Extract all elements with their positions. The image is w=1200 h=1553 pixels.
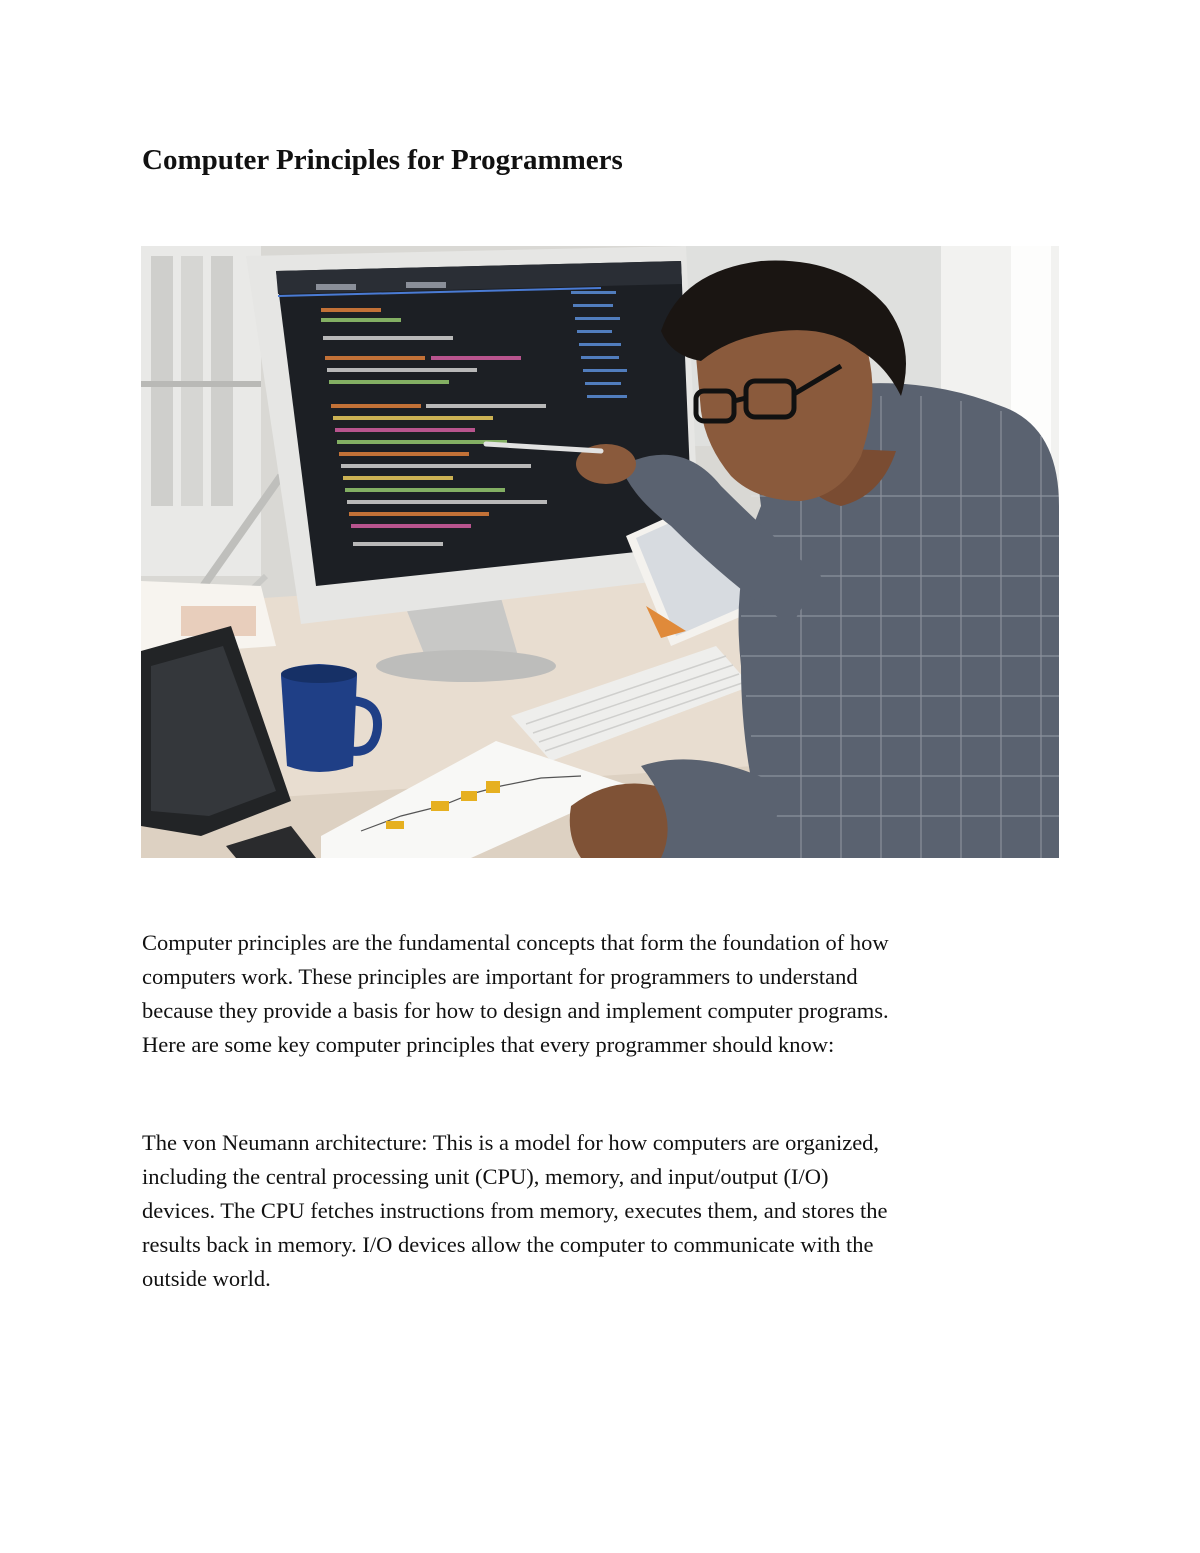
paragraph-line: including the central processing unit (CPU), memory, and input/output (I/O) (142, 1164, 829, 1189)
document-title: Computer Principles for Programmers (142, 144, 623, 176)
paragraph-line: results back in memory. I/O devices allow the computer to communicate with the (142, 1232, 874, 1257)
programmer-photo (141, 246, 1059, 858)
paragraph-line: computers work. These principles are important for programmers to understand (142, 964, 858, 989)
paragraph-line: Here are some key computer principles that every programmer should know: (142, 1032, 835, 1057)
paragraph-line: because they provide a basis for how to design and implement computer programs. (142, 998, 889, 1023)
paragraph-line: The von Neumann architecture: This is a model for how computers are organized, (142, 1130, 880, 1155)
paragraph-line: Computer principles are the fundamental concepts that form the foundation of how (142, 930, 889, 955)
paragraph-line: outside world. (142, 1266, 271, 1291)
von-neumann-paragraph (142, 1126, 1062, 1296)
intro-paragraph (142, 926, 1062, 1062)
paragraph-line: devices. The CPU fetches instructions from memory, executes them, and stores the (142, 1198, 888, 1223)
